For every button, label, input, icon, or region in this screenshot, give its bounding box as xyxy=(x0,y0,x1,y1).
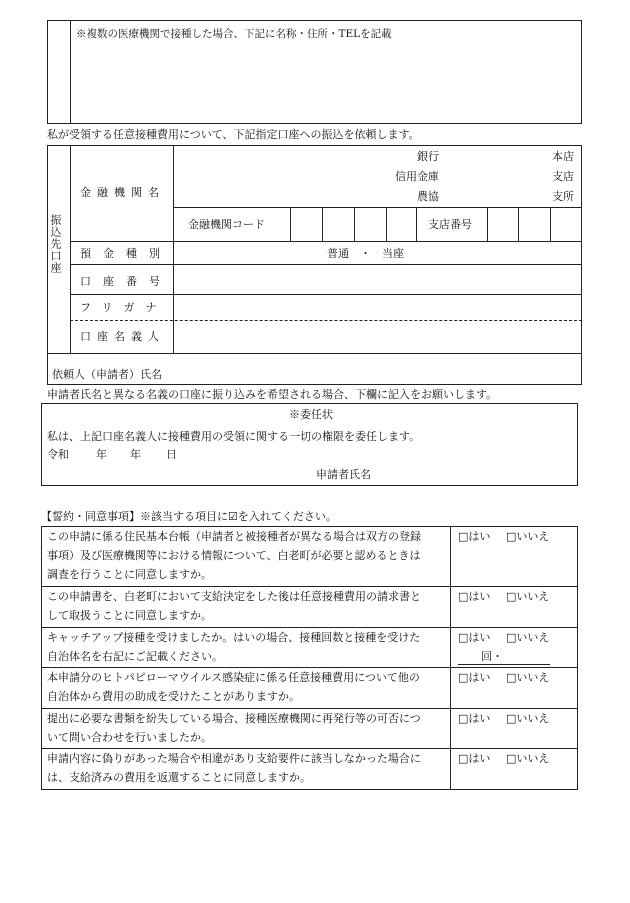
divider xyxy=(290,207,291,241)
proxy-date-year: 年 xyxy=(96,448,107,461)
agreement-3-yes-checkbox[interactable]: □はい xyxy=(458,631,491,644)
divider xyxy=(173,207,582,208)
agreement-4-line-1: 本申請分のヒトパピローマウイルス感染症に係る任意接種費用について他の xyxy=(47,671,420,684)
furigana-label: フリガナ xyxy=(80,301,168,314)
agreement-4-no-checkbox[interactable]: □いいえ xyxy=(506,671,550,684)
agreement-2-line-2: して取扱うことに同意しますか。 xyxy=(47,609,212,622)
agreement-3-line-1: キャッチアップ接種を受けましたか。はいの場合、接種回数と接種を受けた xyxy=(47,631,421,644)
agreement-6-line-1: 申請内容に偽りがあった場合や相違があり支給要件に該当しなかった場合に xyxy=(47,752,421,765)
proxy-date-day: 日 xyxy=(166,448,177,461)
divider xyxy=(41,708,578,709)
agreement-4-yes-checkbox[interactable]: □はい xyxy=(458,671,491,684)
proxy-date-era: 令和 xyxy=(47,448,69,461)
agreement-heading: 【誓約・同意事項】※該当する項目に☑を入れてください。 xyxy=(41,510,337,523)
catchup-count-field[interactable]: 回・ xyxy=(481,650,503,663)
divider xyxy=(550,207,551,241)
divider xyxy=(518,207,519,241)
divider xyxy=(70,241,582,242)
agreement-2-line-1: この申請書を、白老町において支給決定をした後は任意接種費用の請求書と xyxy=(47,590,421,603)
account-side-label: 振込先口座 xyxy=(49,214,62,274)
proxy-signer-label: 申請者氏名 xyxy=(316,468,371,481)
agreement-2-no-checkbox[interactable]: □いいえ xyxy=(506,590,550,603)
proxy-date-month: 年 xyxy=(130,448,141,461)
divider xyxy=(173,145,174,353)
agreement-3-line-2: 自治体名を右記にご記載ください。 xyxy=(47,650,223,663)
account-holder-label: 口座名義人 xyxy=(80,330,165,343)
divider xyxy=(41,627,578,628)
bank-type-nokyo: 農協 xyxy=(417,190,439,203)
divider xyxy=(41,748,578,749)
agreement-3-no-checkbox[interactable]: □いいえ xyxy=(506,631,550,644)
agreement-5-yes-checkbox[interactable]: □はい xyxy=(458,712,491,725)
divider xyxy=(354,207,355,241)
agreement-1-line-1: この申請に係る住民基本台帳（申請者と被接種者が異なる場合は双方の登録 xyxy=(47,530,421,543)
branch-number-label: 支店番号 xyxy=(428,218,472,231)
proxy-body: 私は、上記口座名義人に接種費用の受領に関する一切の権限を委任します。 xyxy=(47,430,421,443)
agreement-1-no-checkbox[interactable]: □いいえ xyxy=(506,530,550,543)
divider xyxy=(386,207,387,241)
account-number-label: 口座番号 xyxy=(80,275,172,288)
transfer-request-text: 私が受領する任意接種費用について、下記指定口座への振込を依頼します。 xyxy=(47,128,420,141)
agreement-5-line-1: 提出に必要な書類を紛失している場合、接種医療機関に再発行等の可否につ xyxy=(47,712,421,725)
agreement-5-line-2: いて問い合わせを行いましたか。 xyxy=(47,731,212,744)
proxy-note: 申請者氏名と異なる名義の口座に振り込みを希望される場合、下欄に記入をお願いします。 xyxy=(47,388,498,401)
catchup-underline xyxy=(458,664,550,665)
proxy-title: ※委任状 xyxy=(289,408,333,421)
divider xyxy=(70,264,582,265)
divider xyxy=(450,526,451,790)
agreement-4-line-2: 自治体から費用の助成を受けたことがありますか。 xyxy=(47,690,300,703)
divider xyxy=(416,207,417,241)
agreement-1-line-2: 事項）及び医療機関等における情報について、白老町が必要と認めるときは xyxy=(47,549,421,562)
divider xyxy=(487,207,488,241)
bank-name-label: 金融機関名 xyxy=(80,186,165,199)
deposit-type-options: 普通 ・ 当座 xyxy=(327,247,404,260)
agreement-2-yes-checkbox[interactable]: □はい xyxy=(458,590,491,603)
divider xyxy=(47,353,582,354)
divider xyxy=(70,20,71,124)
divider xyxy=(70,320,582,321)
branch-type-main: 本店 xyxy=(552,150,574,163)
agreement-6-line-2: は、支給済みの費用を返還することに同意しますか。 xyxy=(47,771,311,784)
bank-type-bank: 銀行 xyxy=(417,150,439,163)
branch-type-sub: 支所 xyxy=(552,190,574,203)
multi-institution-note: ※複数の医療機関で接種した場合、下記に名称・住所・TELを記載 xyxy=(76,28,392,40)
agreement-1-yes-checkbox[interactable]: □はい xyxy=(458,530,491,543)
requester-name-label: 依頼人（申請者）氏名 xyxy=(52,368,162,381)
agreement-6-no-checkbox[interactable]: □いいえ xyxy=(506,752,550,765)
account-section xyxy=(47,145,582,385)
agreement-6-yes-checkbox[interactable]: □はい xyxy=(458,752,491,765)
divider xyxy=(322,207,323,241)
divider xyxy=(70,294,582,295)
agreement-1-line-3: 調査を行うことに同意しますか。 xyxy=(47,568,212,581)
divider xyxy=(70,145,71,353)
bank-type-shinkin: 信用金庫 xyxy=(395,170,439,183)
bank-code-label: 金融機関コード xyxy=(188,218,265,231)
agreement-5-no-checkbox[interactable]: □いいえ xyxy=(506,712,550,725)
branch-type-branch: 支店 xyxy=(552,170,574,183)
deposit-type-label: 預金種別 xyxy=(80,247,172,260)
divider xyxy=(41,586,578,587)
divider xyxy=(41,667,578,668)
